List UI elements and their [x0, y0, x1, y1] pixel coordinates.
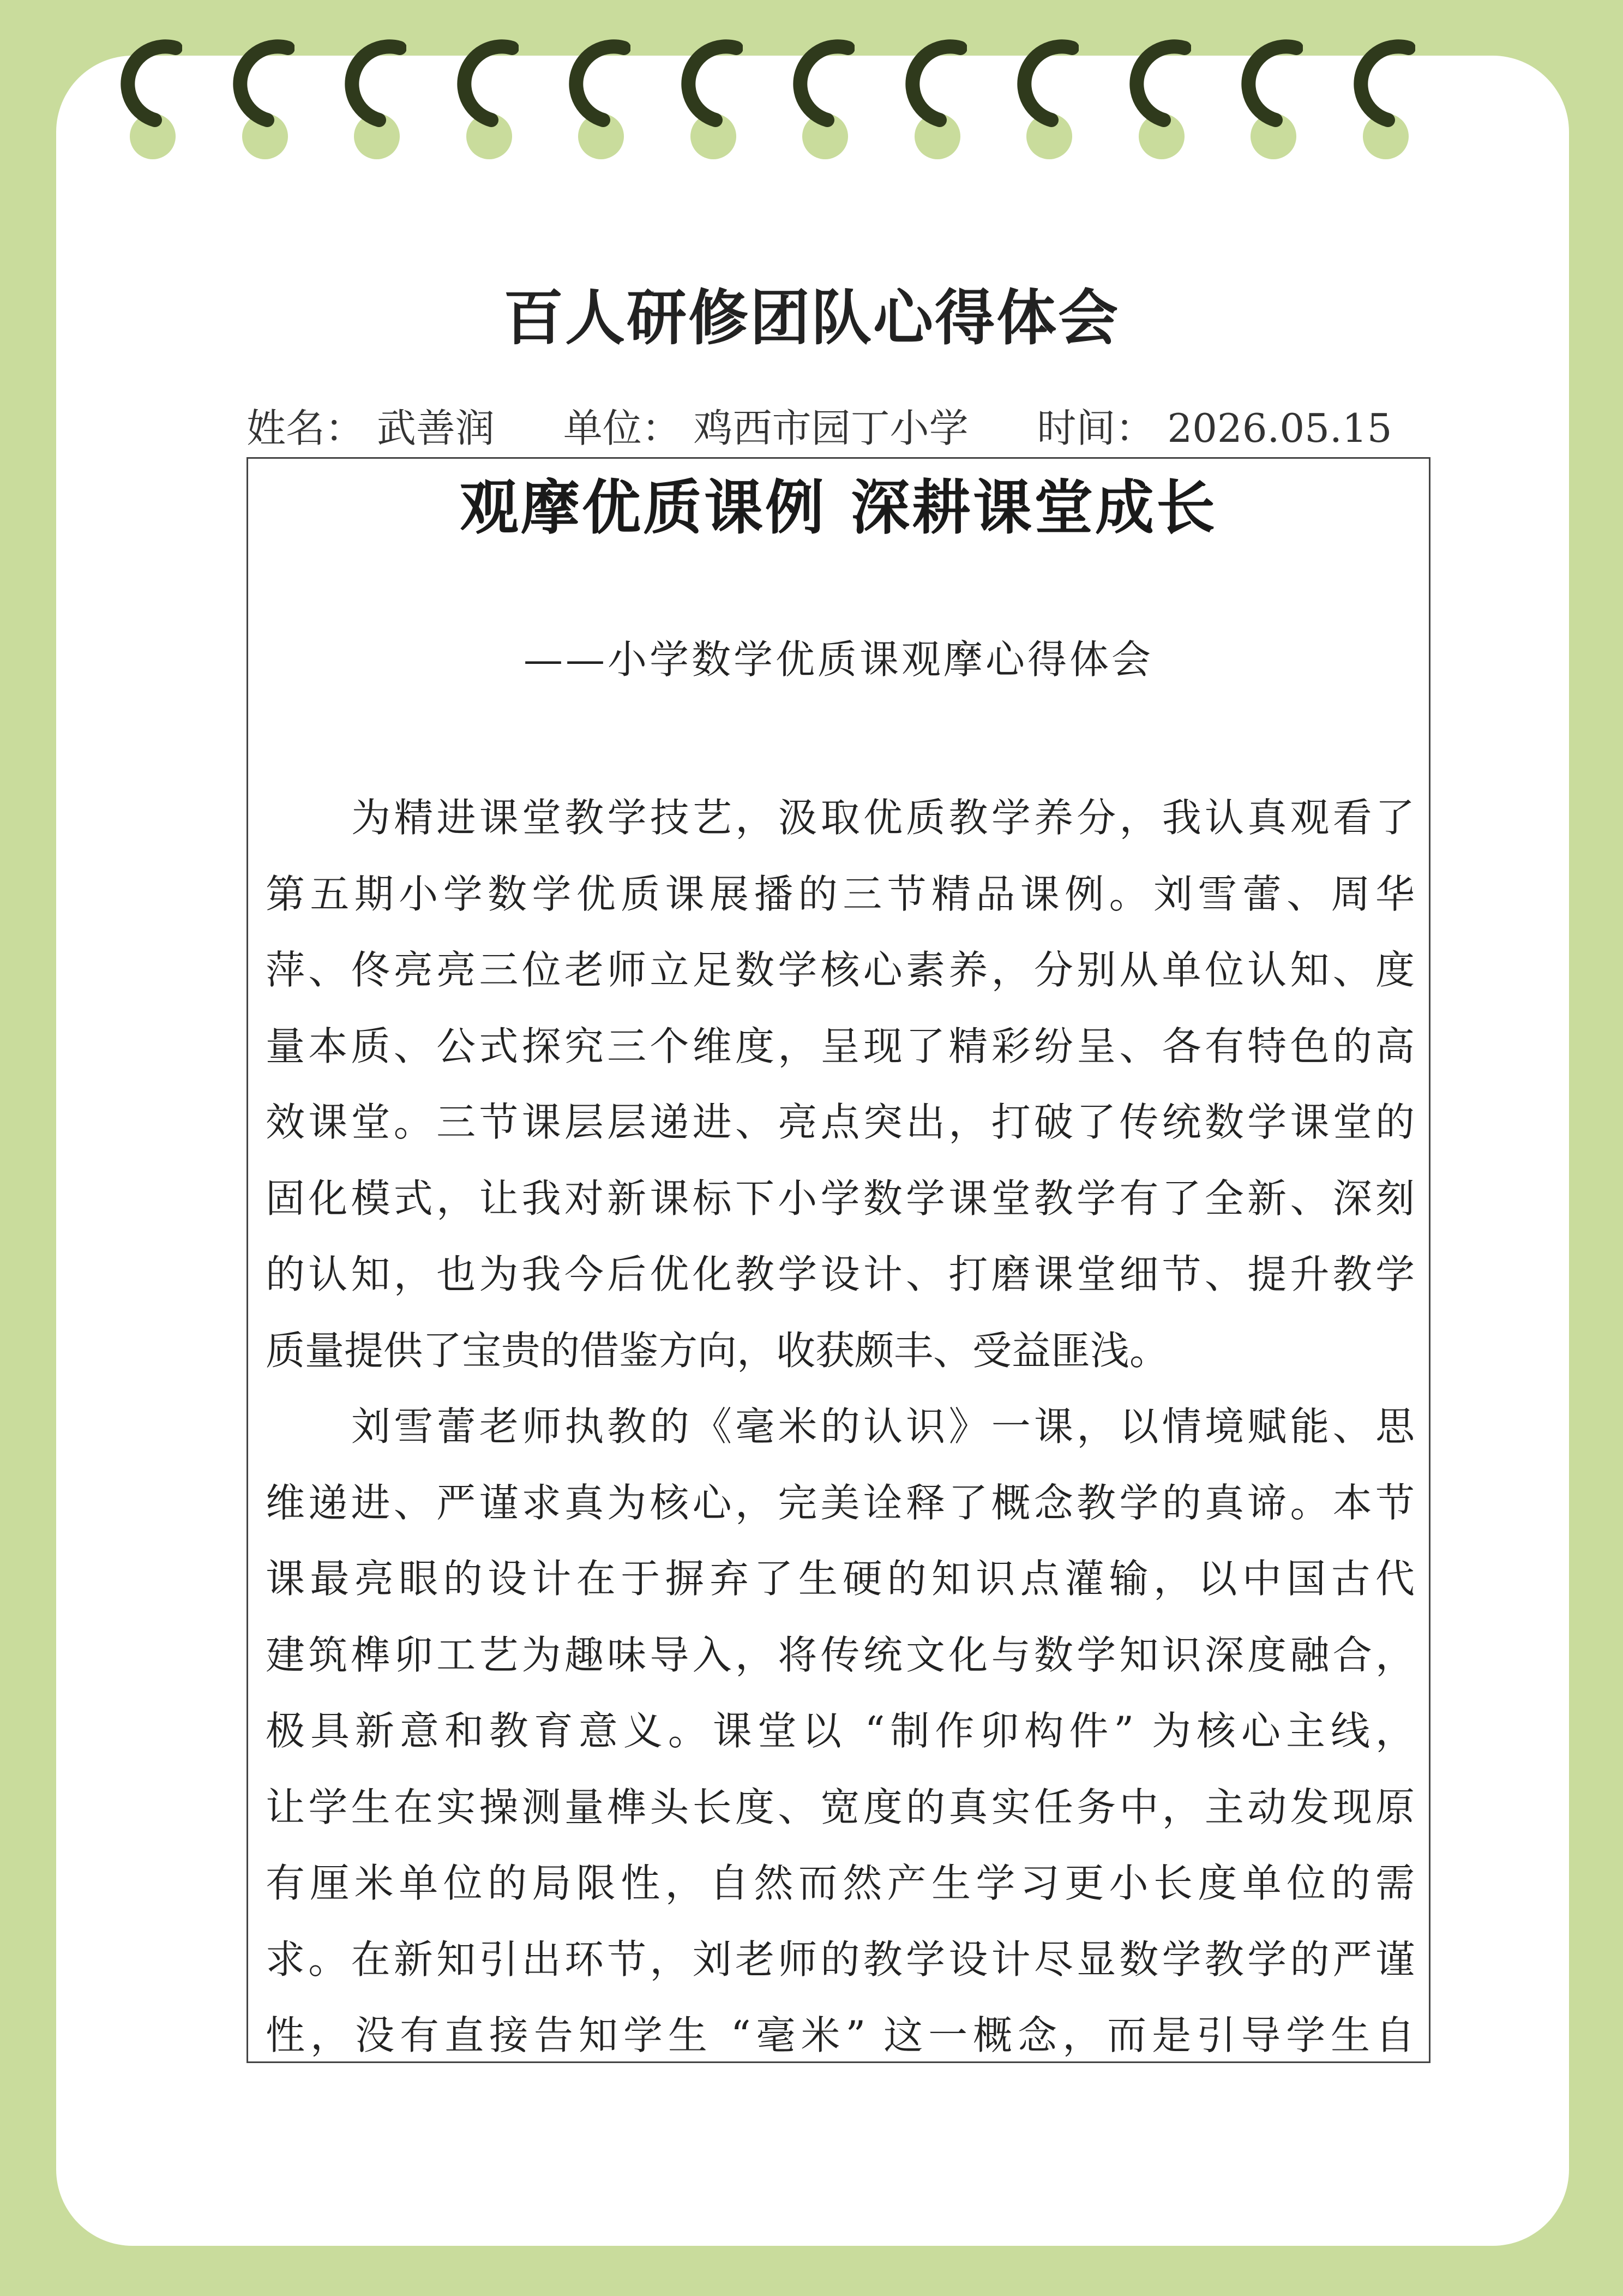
- binding-ring: [1013, 22, 1079, 164]
- binding-ring: [229, 22, 294, 164]
- essay-title-part2: 深耕课堂成长: [851, 473, 1218, 542]
- binding-ring: [1350, 22, 1415, 164]
- paragraph2-line: 有厘米单位的局限性，自然而然产生学习更小长度单位的需: [266, 1860, 1415, 1906]
- binding-ring: [1237, 22, 1303, 164]
- essay-subtitle: ——小学数学优质课观摩心得体会: [523, 637, 1153, 682]
- binding-ring: [677, 22, 743, 164]
- essay-body: [266, 780, 1415, 2063]
- paragraph2-line: 极具新意和教育意义。课堂以 “制作卯构件” 为核心主线，: [266, 1708, 1415, 1754]
- paragraph1-line: 萍、佟亮亮三位老师立足数学核心素养，分别从单位认知、度: [266, 947, 1415, 993]
- binding-ring: [341, 22, 406, 164]
- binding-ring: [565, 22, 630, 164]
- time-label: 时间：: [1037, 405, 1155, 451]
- paragraph2-line: 性，没有直接告知学生 “毫米” 这一概念，而是引导学生自: [266, 2012, 1415, 2058]
- paragraph2-line: 刘雪蕾老师执教的《毫米的认识》一课，以情境赋能、思: [351, 1404, 1415, 1449]
- paragraph2-line: 建筑榫卯工艺为趣味导入，将传统文化与数学知识深度融合，: [266, 1632, 1415, 1678]
- author-info-line: [247, 404, 1446, 453]
- paragraph2-line: 维递进、严谨求真为核心，完美诠释了概念教学的真谛。本节: [266, 1479, 1415, 1526]
- paragraph1-line: 质量提供了宝贵的借鉴方向，收获颇丰、受益匪浅。: [266, 1327, 1169, 1374]
- binding-ring: [789, 22, 855, 164]
- binding-ring: [117, 22, 182, 164]
- paragraph1-line: 效课堂。三节课层层递进、亮点突出，打破了传统数学课堂的: [266, 1099, 1415, 1145]
- unit-label: 单位：: [563, 405, 681, 451]
- essay-title-part1: 观摩优质课例: [459, 473, 826, 542]
- paragraph1-line: 的认知，也为我今后优化教学设计、打磨课堂细节、提升教学: [266, 1251, 1415, 1297]
- page-title: 百人研修团队心得体会: [503, 283, 1120, 353]
- name-value: 武善润: [376, 405, 495, 451]
- binding-ring: [453, 22, 519, 164]
- binding-ring: [901, 22, 967, 164]
- paragraph1-line: 第五期小学数学优质课展播的三节精品课例。刘雪蕾、周华: [266, 871, 1415, 917]
- paragraph2-line: 课最亮眼的设计在于摒弃了生硬的知识点灌输，以中国古代: [266, 1556, 1415, 1602]
- paragraph1-line: 固化模式，让我对新课标下小学数学课堂教学有了全新、深刻: [266, 1175, 1415, 1221]
- time-value: 2026.05.15: [1167, 405, 1392, 451]
- paragraph2-line: 求。在新知引出环节，刘老师的教学设计尽显数学教学的严谨: [266, 1936, 1415, 1982]
- name-label: 姓名：: [247, 405, 365, 451]
- paragraph2-line: 让学生在实操测量榫头长度、宽度的真实任务中，主动发现原: [266, 1784, 1415, 1830]
- binding-ring: [1126, 22, 1191, 164]
- paragraph1-line: 为精进课堂教学技艺，汲取优质教学养分，我认真观看了: [351, 795, 1415, 841]
- essay-frame: [247, 457, 1430, 2063]
- essay-title: [248, 472, 1429, 543]
- paragraph1-line: 量本质、公式探究三个维度，呈现了精彩纷呈、各有特色的高: [266, 1023, 1415, 1069]
- unit-value: 鸡西市园丁小学: [693, 405, 969, 451]
